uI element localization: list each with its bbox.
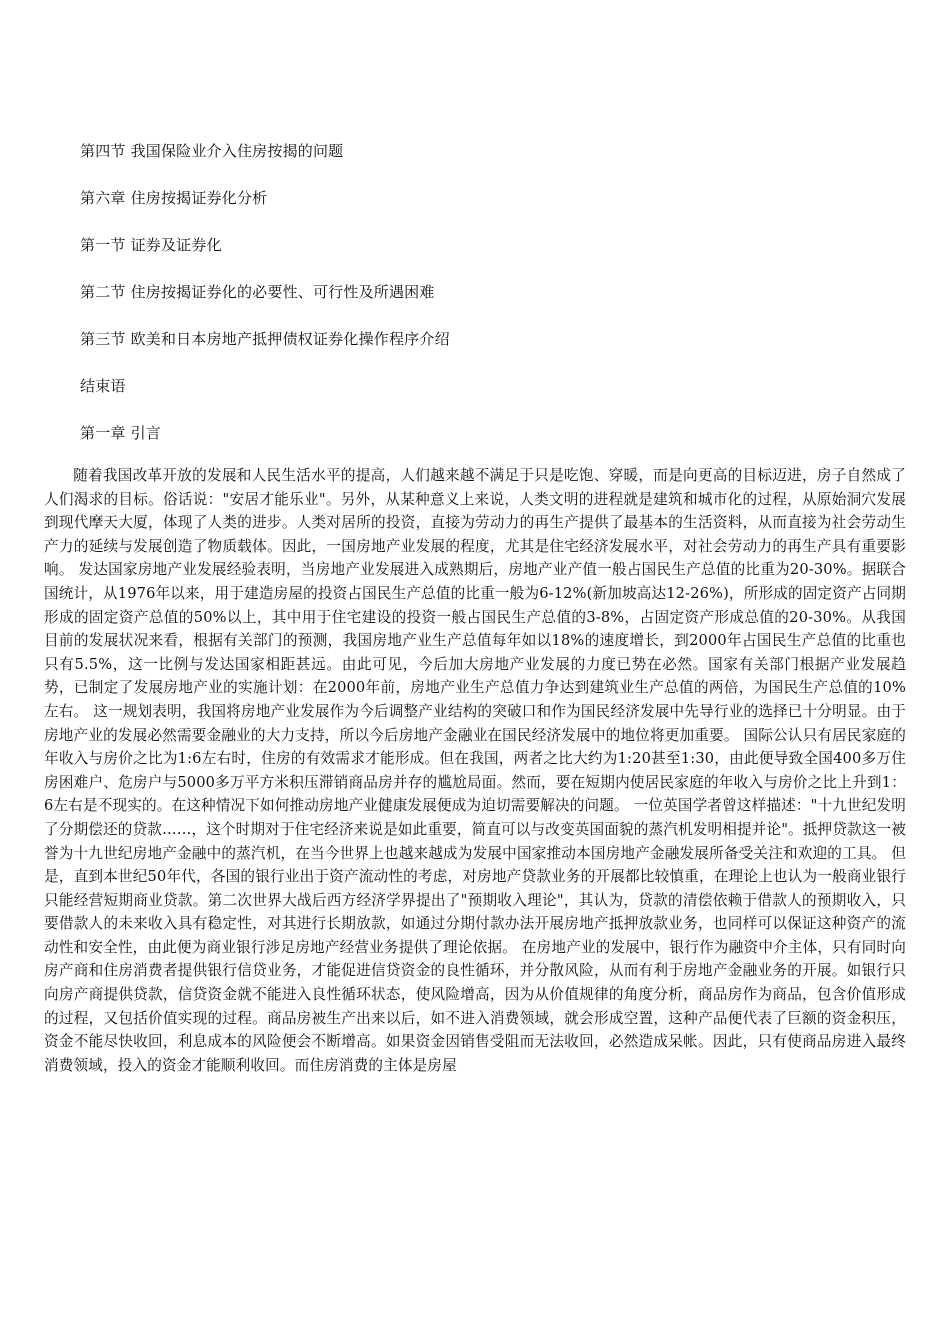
- heading-section-3: 第三节 欧美和日本房地产抵押债权证券化操作程序介绍: [80, 330, 450, 348]
- body-paragraph: 随着我国改革开放的发展和人民生活水平的提高，人们越来越不满足于只是吃饱、穿暖，而是向更高的目标迈进，房子自然成了人们渴求的目标。俗话说："安居才能乐业"。另外，从某种意义上来说，人类文明的进程就是建筑和城市化的过程，从原始洞穴发展到现代摩天大厦，体现了人类的进步。人类对居所的投资，直接为劳动力的再生产提供了最基本的生活资料，从而直接为社会劳动生产力的延续与发展创造了物质载体。因此，一国房地产业发展的程度，尤其是住宅经济发展水平，对社会劳动力的再生产具有重要影响。 发达国家房地产业发展经验表明，当房地产业发展进入成熟期后，房地产业产值一般占国民生产总值的比重为20-30%。据联合国统计，从1976年以来，用于建造房屋的投资占国民生产总值的比重一般为6-12%(新加坡高达12-26%)，所形成的固定资产占同期形成的固定资产总值的50%以上，其中用于住宅建设的投资一般占国民生产总值的3-8%，占固定资产形成总值的20-30%。从我国目前的发展状况来看，根据有关部门的预测，我国房地产业生产总值每年如以18%的速度增长，到2000年占国民生产总值的比重也只有5.5%，这一比例与发达国家相距甚远。由此可见，今后加大房地产业发展的力度已势在必然。国家有关部门根据产业发展趋势，已制定了发展房地产业的实施计划：在2000年前，房地产业生产总值力争达到建筑业生产总值的两倍，为国民生产总值的10%左右。 这一规划表明，我国将房地产业发展作为今后调整产业结构的突破口和作为国民经济发展中先导行业的选择已十分明显。由于房地产业的发展必然需要金融业的大力支持，所以今后房地产金融业在国民经济发展中的地位将更加重要。 国际公认只有居民家庭的年收入与房价之比为1:6左右时，住房的有效需求才能形成。但在我国，两者之比大约为1:20甚至1:30，由此便导致全国400多万住房困难户、危房户与5000多万平方米积压滞销商品房并存的尴尬局面。然而，要在短期内使居民家庭的年收入与房价之比上升到1：6左右是不现实的。在这种情况下如何推动房地产业健康发展便成为迫切需要解决的问题。 一位英国学者曾这样描述："十九世纪发明了分期偿还的贷款……，这个时期对于住宅经济来说是如此重要，简直可以与改变英国面貌的蒸汽机发明相提并论"。抵押贷款这一被誉为十九世纪房地产金融中的蒸汽机，在当今世界上也越来越成为发展中国家推动本国房地产金融发展所备受关注和欢迎的工具。 但是，直到本世纪50年代，各国的银行业出于资产流动性的考虑，对房地产贷款业务的开展都比较慎重，在理论上也认为一般商业银行只能经营短期商业贷款。第二次世界大战后西方经济学界提出了"预期收入理论"，其认为，贷款的清偿依赖于借款人的预期收入，只要借款人的未来收入具有稳定性，对其进行长期放款，如通过分期付款办法开展房地产抵押放款业务，也同样可以保证这种资产的流动性和安全性，由此便为商业银行涉足房地产经营业务提供了理论依据。 在房地产业的发展中，银行作为融资中介主体，只有同时向房产商和住房消费者提供银行信贷业务，才能促进信贷资金的良性循环，并分散风险，从而有利于房地产金融业务的开展。如银行只向房产商提供贷款，信贷资金就不能进入良性循环状态，使风险增高，因为从价值规律的角度分析，商品房作为商品，包含价值形成的过程，又包括价值实现的过程。商品房被生产出来以后，如不进入消费领域，就会形成空置，这种产品便代表了巨额的资金积压，资金不能尽快收回，利息成本的风险便会不断增高。如果资金因销售受阻而无法收回，必然造成呆帐。因此，只有使商品房进入最终消费领域，投入的资金才能顺利收回。而住房消费的主体是房屋: [44, 467, 907, 1074]
- heading-chapter-6: 第六章 住房按揭证券化分析: [80, 189, 268, 207]
- heading-section-1: 第一节 证券及证券化: [80, 236, 222, 254]
- heading-section-4: 第四节 我国保险业介入住房按揭的问题: [80, 142, 344, 160]
- heading-conclusion: 结束语: [80, 377, 126, 395]
- heading-section-2: 第二节 住房按揭证券化的必要性、可行性及所遇困难: [80, 283, 435, 301]
- heading-chapter-1: 第一章 引言: [80, 424, 161, 442]
